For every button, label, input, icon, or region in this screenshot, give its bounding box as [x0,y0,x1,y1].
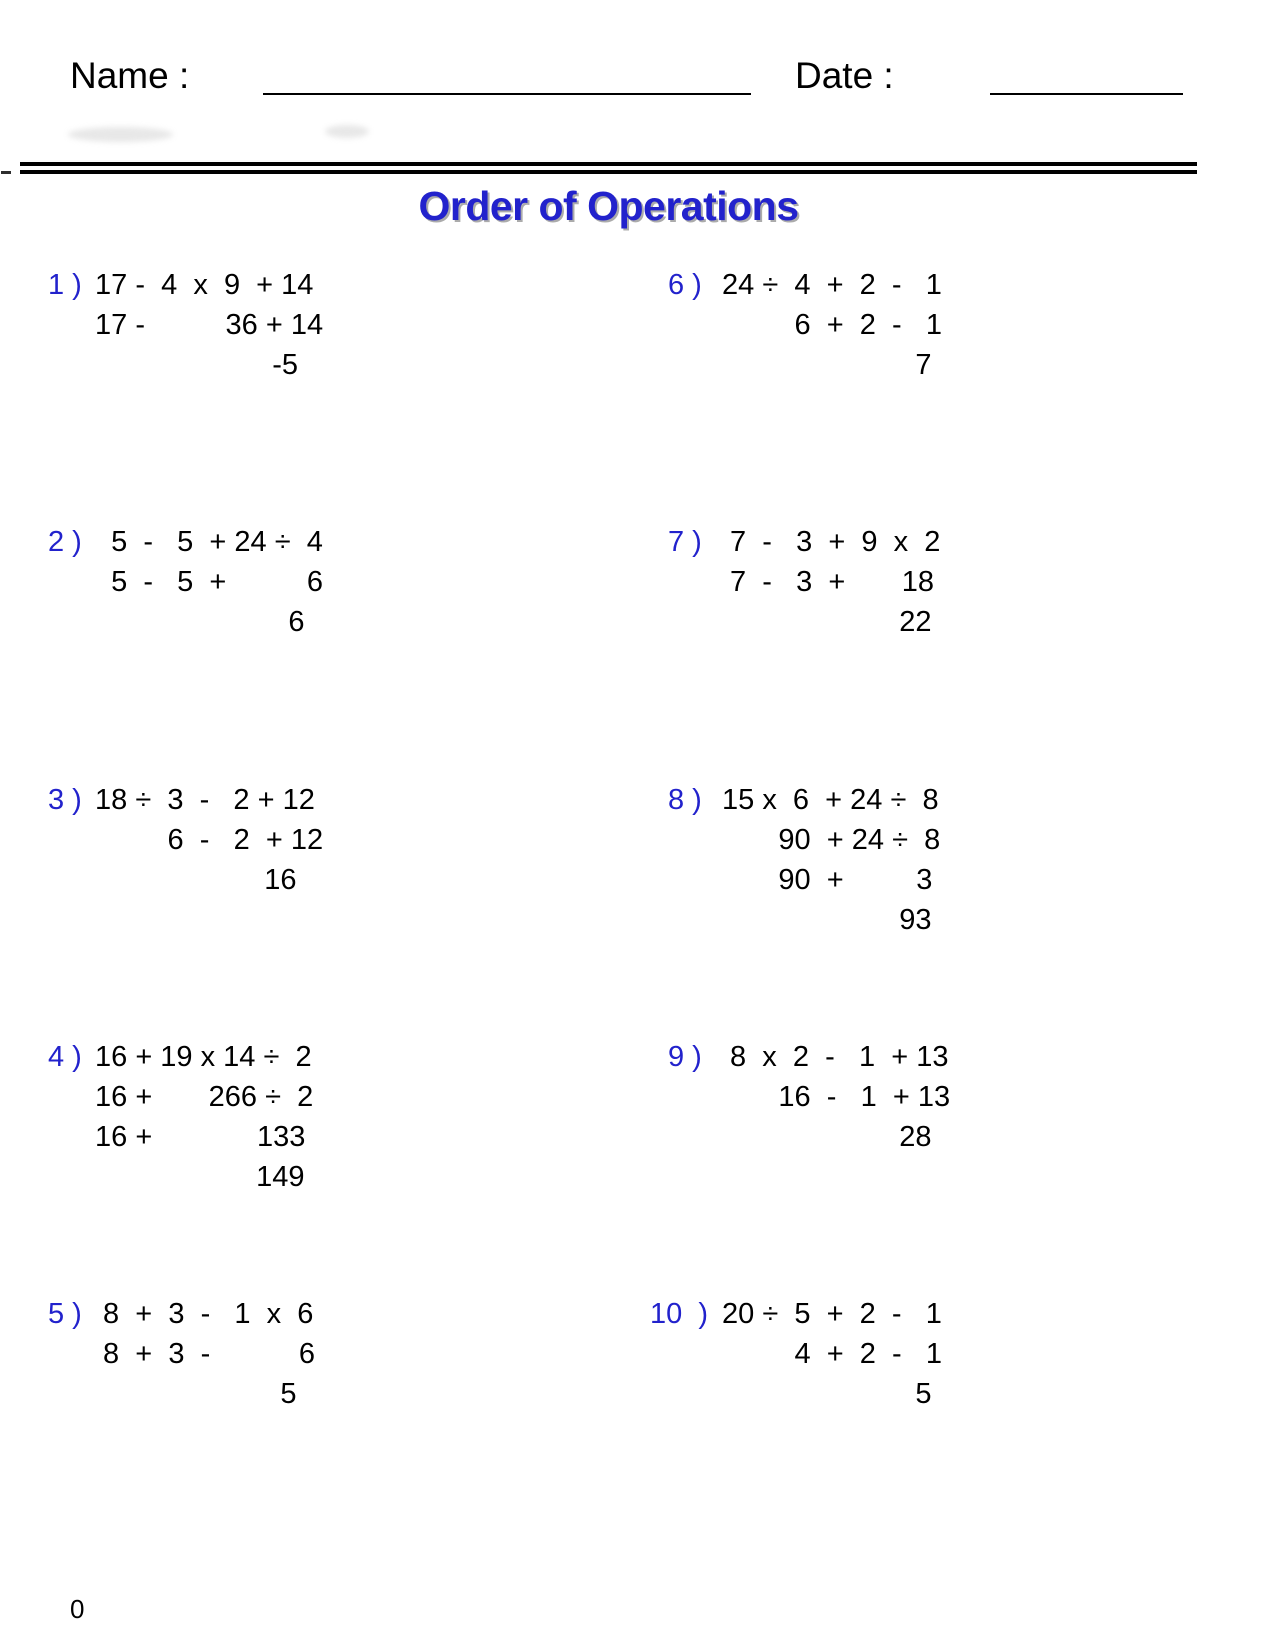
work-line: 6 - 2 + 12 [95,824,324,856]
date-label: Date : [795,55,894,96]
problem-6-number: 6 ) [668,269,702,301]
work-line: 6 [95,606,305,638]
work-line: 20 ÷ 5 + 2 - 1 [722,1298,942,1330]
problem-1-work [95,265,323,385]
problem-7-work [722,522,940,642]
stray-dash-mark [1,171,11,174]
work-line: 16 + 133 [95,1121,306,1153]
work-line: 17 - 36 + 14 [95,309,324,341]
problem-6 [668,265,942,385]
problem-10 [650,1294,942,1414]
work-line: 24 ÷ 4 + 2 - 1 [722,269,942,301]
problem-2-number: 2 ) [48,526,82,558]
problem-7-number: 7 ) [668,526,702,558]
page-number: 0 [70,1594,85,1624]
work-line: 5 [722,1378,932,1410]
problem-5 [48,1294,315,1414]
problem-9 [668,1037,950,1157]
work-line: 149 [95,1161,305,1193]
problem-9-number: 9 ) [668,1041,702,1073]
problem-4-work [95,1037,313,1197]
problem-5-work [95,1294,315,1414]
header-divider-double-rule [20,162,1197,174]
problem-1-number: 1 ) [48,269,82,301]
problem-4-number: 4 ) [48,1041,82,1073]
work-line: 8 + 3 - 6 [95,1338,316,1370]
problem-3-work [95,780,323,900]
work-line: 16 - 1 + 13 [722,1081,951,1113]
faint-print-smudge [68,127,173,142]
name-field-line [263,93,751,95]
work-line: 5 - 5 + 24 ÷ 4 [95,526,323,558]
problem-6-work [722,265,942,385]
work-line: 16 + 266 ÷ 2 [95,1081,314,1113]
work-line: 5 - 5 + 6 [95,566,324,598]
problem-2 [48,522,323,642]
problem-3-number: 3 ) [48,784,82,816]
work-line: 28 [722,1121,932,1153]
work-line: 15 x 6 + 24 ÷ 8 [722,784,939,816]
problem-2-work [95,522,323,642]
work-line: 16 + 19 x 14 ÷ 2 [95,1041,312,1073]
work-line: 18 ÷ 3 - 2 + 12 [95,784,315,816]
work-line: 22 [722,606,932,638]
problem-10-number: 10 ) [650,1298,709,1330]
problem-5-number: 5 ) [48,1298,82,1330]
work-line: 5 [95,1378,297,1410]
name-label: Name : [70,55,190,96]
work-line: 17 - 4 x 9 + 14 [95,269,314,301]
problem-4 [48,1037,313,1197]
problem-8-work [722,780,940,940]
work-line: 8 + 3 - 1 x 6 [95,1298,314,1330]
work-line: 7 - 3 + 9 x 2 [722,526,941,558]
work-line: 7 - 3 + 18 [722,566,934,598]
problem-8 [668,780,940,940]
problem-9-work [722,1037,950,1157]
problem-1 [48,265,323,385]
problem-3 [48,780,323,900]
problem-8-number: 8 ) [668,784,702,816]
work-line: 7 [722,349,932,381]
date-field-line [990,93,1183,95]
work-line: 4 + 2 - 1 [722,1338,943,1370]
work-line: 93 [722,904,932,936]
worksheet-title: Order of Operations [418,183,799,229]
work-line: 90 + 24 ÷ 8 [722,824,941,856]
work-line: 90 + 3 [722,864,933,896]
work-line: 6 + 2 - 1 [722,309,943,341]
work-line: 8 x 2 - 1 + 13 [722,1041,949,1073]
faint-print-smudge [325,125,369,138]
work-line: -5 [95,349,299,381]
work-line: 16 [95,864,297,896]
problem-10-work [722,1294,942,1414]
problem-7 [668,522,940,642]
